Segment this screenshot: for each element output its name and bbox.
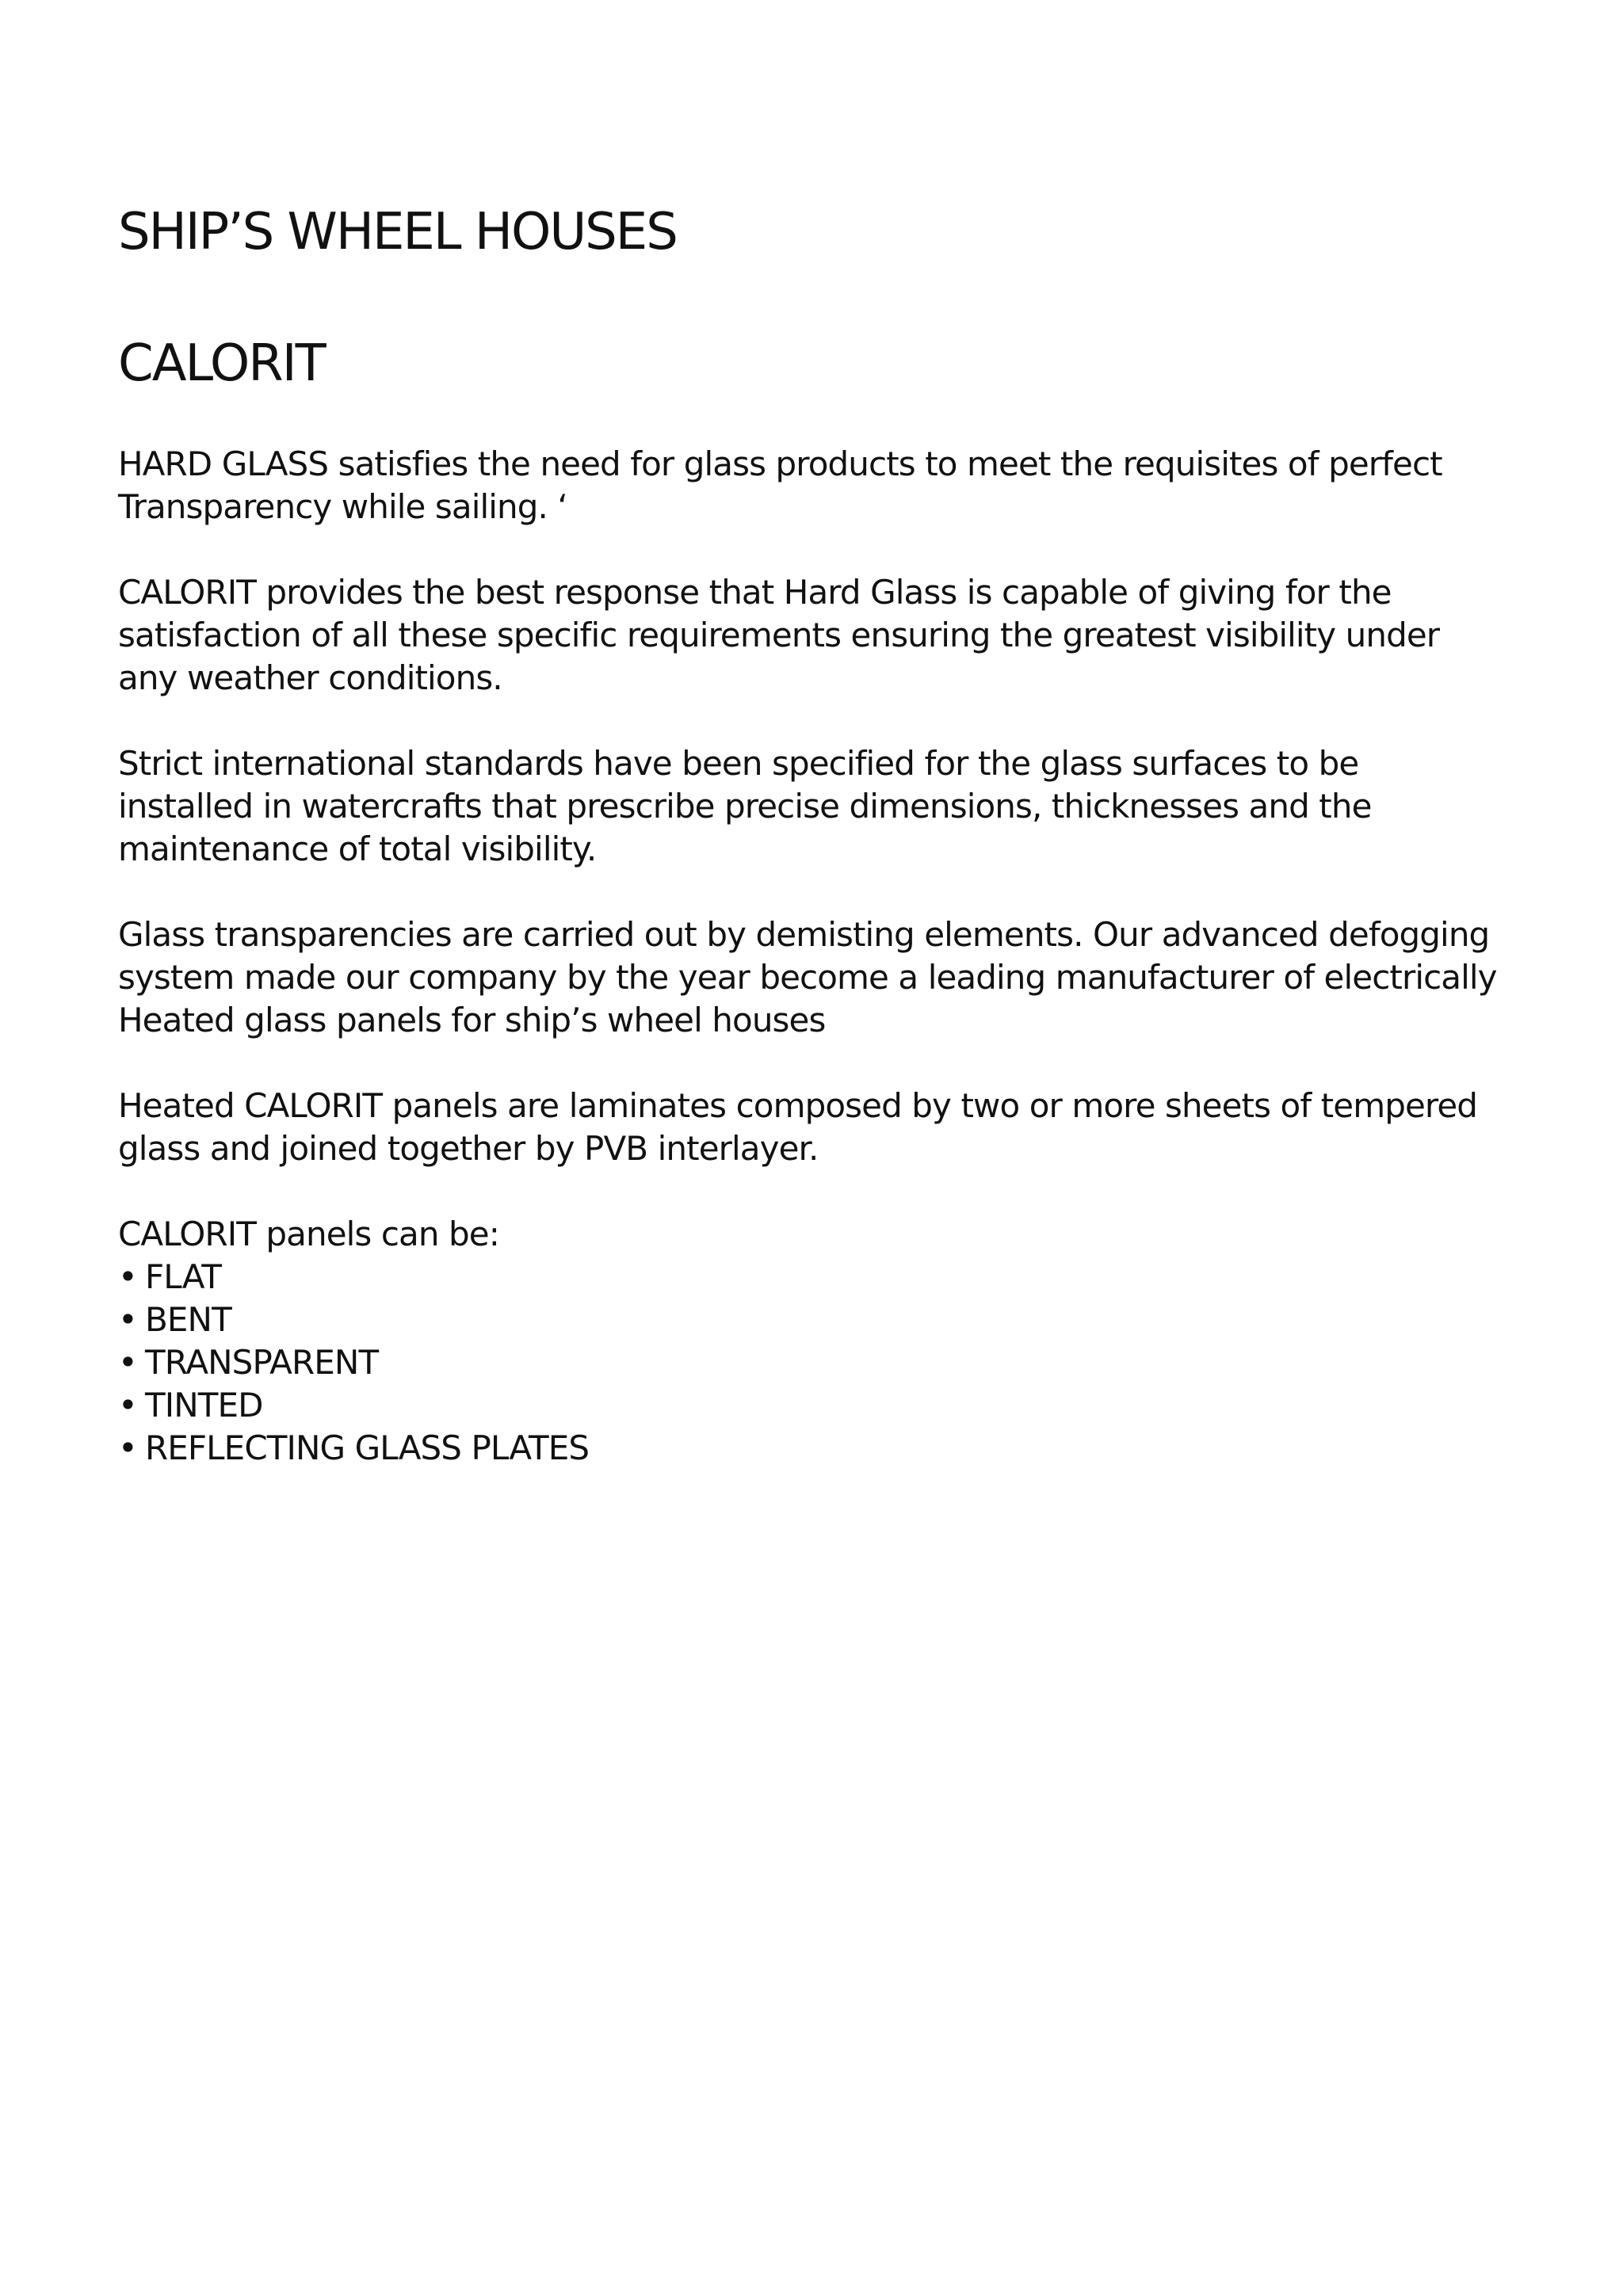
page-title: SHIP’S WHEEL HOUSES	[118, 203, 677, 261]
paragraph-calorit-response: CALORIT provides the best response that Hard Glass is capable of giving for the satisfaction of all these specific requirements ensuring the greatest visibility under any weather conditions.	[118, 573, 1440, 697]
bullet-icon: •	[118, 1386, 137, 1425]
list-item-text: TRANSPARENT	[145, 1343, 379, 1382]
list-item	[118, 1384, 1513, 1427]
paragraph-demisting: Glass transparencies are carried out by demisting elements. Our advanced defogging system made our company by the year become a leading manufacturer of electrically Heated glass panels for ship’s wheel houses	[118, 915, 1497, 1039]
list-item	[118, 1256, 1513, 1299]
list-item-text: REFLECTING GLASS PLATES	[145, 1428, 590, 1467]
list-item-text: BENT	[145, 1300, 231, 1339]
paragraph-standards: Strict international standards have been specified for the glass surfaces to be installed in watercrafts that prescribe precise dimensions, thicknesses and the maintenance of total visibility.	[118, 744, 1372, 868]
bullet-icon: •	[118, 1300, 137, 1339]
list-item	[118, 1299, 1513, 1341]
bullet-icon: •	[118, 1257, 137, 1296]
panel-types-list	[118, 1256, 1513, 1470]
bullet-icon: •	[118, 1343, 137, 1382]
document-body	[118, 200, 1513, 1470]
paragraph-hard-glass: HARD GLASS satisfies the need for glass products to meet the requisites of perfect Transparency while sailing. ‘	[118, 444, 1442, 526]
paragraph-laminates: Heated CALORIT panels are laminates composed by two or more sheets of tempered glass and joined together by PVB interlayer.	[118, 1086, 1478, 1168]
list-item-text: TINTED	[145, 1386, 263, 1425]
list-item	[118, 1427, 1513, 1470]
section-title: CALORIT	[118, 334, 325, 393]
list-intro: CALORIT panels can be:	[118, 1215, 500, 1253]
bullet-icon: •	[118, 1428, 137, 1467]
list-item-text: FLAT	[145, 1257, 222, 1296]
list-item	[118, 1341, 1513, 1384]
